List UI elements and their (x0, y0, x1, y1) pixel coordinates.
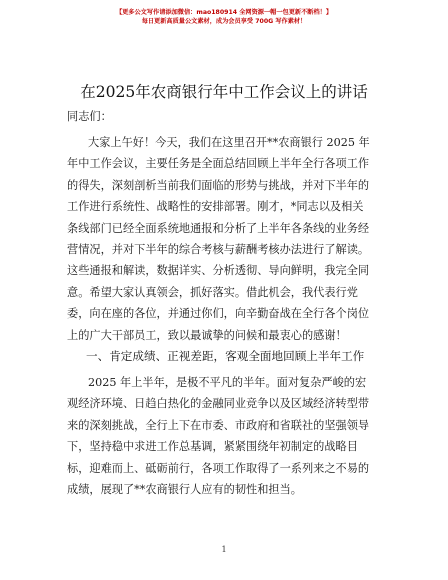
paragraph-line: 营情况，并对下半年的综合考核与薪酬考核办法进行了解读。 (67, 242, 370, 256)
paragraph-2-first-line (88, 372, 388, 393)
paragraph-line: 条线部门已经全面系统地通报和分析了上半年各条线的业务经 (67, 221, 370, 235)
paragraph-1 (67, 153, 387, 346)
paragraph-line: 标，迎难而上、砥砺前行，各项工作取得了一系列来之不易的 (67, 461, 370, 475)
paragraph-line: 上的广大干部员工，致以最诚挚的问候和最衷心的感谢！ (67, 328, 347, 342)
document-title: 在2025年农商银行年中工作会议上的讲话 (80, 83, 368, 101)
paragraph-line: 年中工作会议，主要任务是全面总结回顾上半年全行各项工作 (67, 157, 370, 171)
section-heading-1: 一、肯定成绩、正视差距，客观全面地回顾上半年工作 (86, 349, 365, 363)
paragraph-line: 成绩，展现了**农商银行人应有的韧性和担当。 (67, 482, 302, 496)
ad-banner-line-2: 每日更新高质量公文素材，成为会员享受 700G 写作素材！ (141, 18, 307, 25)
ad-banner-line-1: 【更多公文写作请添加微信：mao180914 全网资源一帽一包更新不断档！】 (115, 9, 333, 16)
greeting-block (67, 106, 387, 127)
paragraph-line: 下，坚持稳中求进工作总基调，紧紧围绕年初制定的战略目 (67, 440, 358, 454)
greeting: 同志们： (67, 110, 112, 123)
paragraph-line: 这些通报和解读，数据详实、分析透彻、导向鲜明，我完全同 (67, 264, 370, 278)
ad-banner (0, 8, 448, 26)
paragraph-line: 的得失，深刻剖析当前我们面临的形势与挑战，并对下半年的 (67, 178, 370, 192)
paragraph-line: 工作进行系统性、战略性的安排部署。刚才，*同志以及相关 (67, 200, 364, 214)
paragraph-line: 2025 年上半年，是极不平凡的半年。面对复杂严峻的宏 (88, 376, 367, 389)
paragraph-line: 大家上午好！今天，我们在这里召开**农商银行 2025 年 (88, 136, 370, 149)
paragraph-line: 意。希望大家认真领会，抓好落实。借此机会，我代表行党 (67, 285, 358, 299)
paragraph-line: 观经济环境、日趋白热化的金融同业竞争以及区域经济转型带 (67, 397, 370, 411)
paragraph-2 (67, 393, 387, 500)
page-number: 1 (221, 545, 227, 554)
paragraph-line: 委，向在座的各位，并通过你们，向辛勤奋战在全行各个岗位 (67, 307, 370, 321)
paragraph-1-first-line (88, 132, 388, 153)
paragraph-line: 来的深刻挑战，全行上下在市委、市政府和省联社的坚强领导 (67, 418, 370, 432)
